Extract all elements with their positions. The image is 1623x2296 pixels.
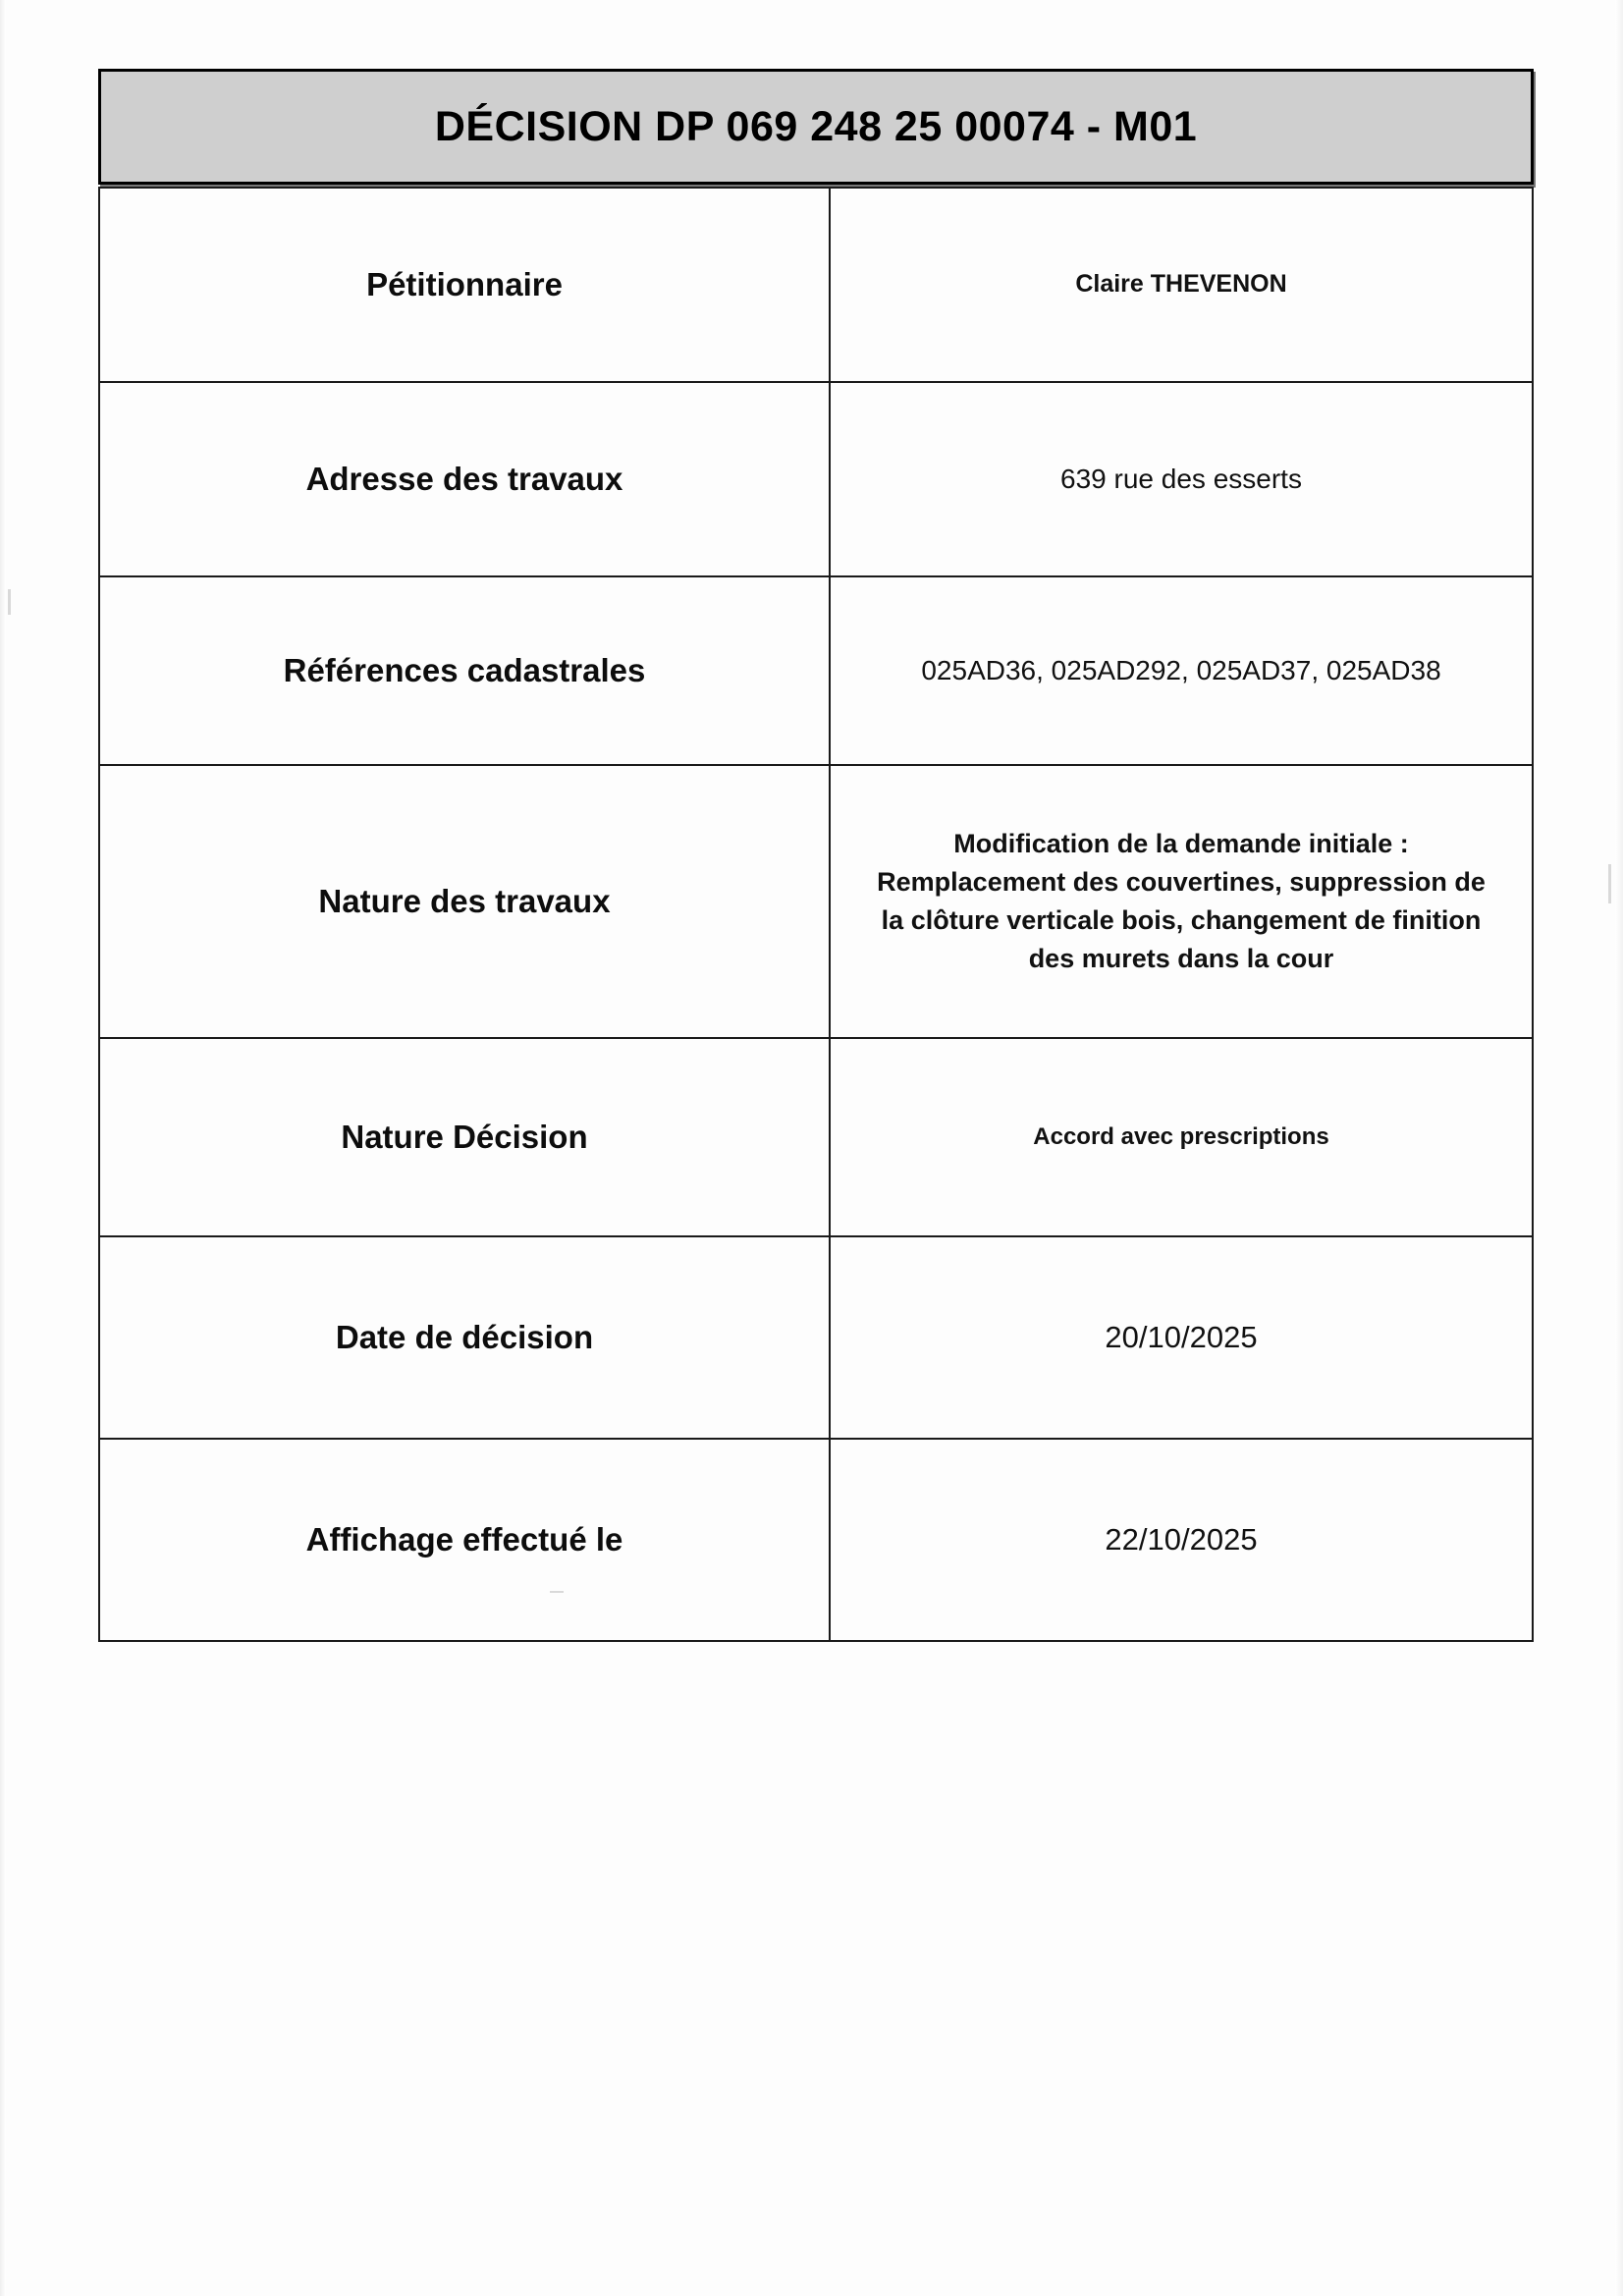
table-row (99, 188, 1533, 382)
row-value-nature-travaux: Modification de la demande initiale : Remplacement des couvertines, suppression de la clôture verticale bois, changement de finition des murets dans la cour (830, 765, 1533, 1038)
row-value-petitionnaire: Claire THEVENON (830, 188, 1533, 382)
row-label-adresse-travaux: Adresse des travaux (99, 382, 830, 576)
table-row (99, 576, 1533, 765)
document-title-banner (98, 69, 1534, 185)
table-row (99, 765, 1533, 1038)
row-label-nature-travaux: Nature des travaux (99, 765, 830, 1038)
row-label-affichage-effectue: Affichage effectué le (99, 1439, 830, 1641)
scan-speck (8, 589, 11, 615)
row-value-date-decision: 20/10/2025 (830, 1236, 1533, 1439)
table-row (99, 1236, 1533, 1439)
row-label-petitionnaire: Pétitionnaire (99, 188, 830, 382)
table-row (99, 382, 1533, 576)
row-value-affichage-effectue: 22/10/2025 (830, 1439, 1533, 1641)
scan-edge-right (1615, 0, 1623, 2296)
row-value-references-cadastrales: 025AD36, 025AD292, 025AD37, 025AD38 (830, 576, 1533, 765)
page-title: DÉCISION DP 069 248 25 00074 - M01 (434, 102, 1198, 150)
scan-edge-left (0, 0, 6, 2296)
decision-details-table (98, 187, 1534, 1642)
table-row (99, 1038, 1533, 1236)
decision-document (98, 69, 1534, 1642)
row-value-adresse-travaux: 639 rue des esserts (830, 382, 1533, 576)
row-label-references-cadastrales: Références cadastrales (99, 576, 830, 765)
row-value-nature-decision: Accord avec prescriptions (830, 1038, 1533, 1236)
row-label-nature-decision: Nature Décision (99, 1038, 830, 1236)
table-row (99, 1439, 1533, 1641)
row-label-date-decision: Date de décision (99, 1236, 830, 1439)
scan-speck (1608, 864, 1611, 903)
